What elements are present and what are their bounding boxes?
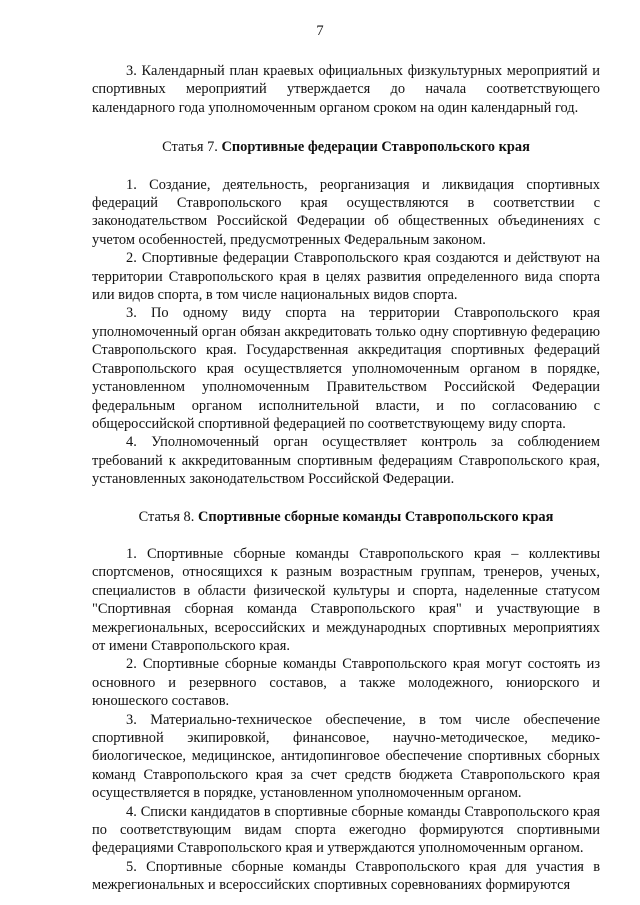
article-7-paragraph-3: 3. По одному виду спорта на территории Ставропольского края уполномоченный орган обязан аккредитовать только одну спортивную федерацию Ставропольского края. Государственная аккредитация спортивных федераций Ставропольского края осуществляется уполномоченным органом в порядке, установленном уполномоченным Правительством Российской Федерации федеральным органом исполнительной власти, и по согласованию с общероссийской спортивной федерацией по соответствующему виду спорта. xyxy=(92,305,600,432)
article-7-title: Спортивные федерации Ставропольского края xyxy=(221,139,530,156)
spacer xyxy=(92,526,600,545)
article-8-paragraph-2: 2. Спортивные сборные команды Ставропольского края могут состоять из основного и резервного составов, а также молодежного, юниорского и юношеского составов. xyxy=(92,656,600,710)
article-7-heading xyxy=(92,138,600,156)
article-8-title: Спортивные сборные команды Ставропольского края xyxy=(197,508,554,525)
article-8-paragraph-3: 3. Материально-техническое обеспечение, в том числе обеспечение спортивной экипировкой, финансовое, научно-методическое, медико-биологическое, медицинское, антидопинговое обеспечение спортивных сборных команд Ставропольского края за счет средств бюджета Ставропольского края осуществляется в порядке, установленном уполномоченным органом. xyxy=(92,711,600,802)
spacer xyxy=(92,157,600,176)
article-8-paragraph-5: 5. Спортивные сборные команды Ставропольского края для участия в межрегиональных и всероссийских спортивных соревнованиях формируются xyxy=(92,858,600,894)
spacer xyxy=(92,117,600,138)
paragraph-intro-3: 3. Календарный план краевых официальных физкультурных мероприятий и спортивных мероприятий утверждается до начала соответствующего календарного года уполномоченным органом сроком на один календарный год. xyxy=(92,63,600,116)
page-number: 7 xyxy=(316,23,324,39)
article-8-paragraph-1: 1. Спортивные сборные команды Ставропольского края – коллективы спортсменов, относящихся к разным возрастным группам, тренеров, ученых, специалистов в области физической культуры и спорта, наделенные статусом "Спортивная сборная команда Ставропольского края" и участвующие в межрегиональных, всероссийских и международных спортивных мероприятиях от имени Ставропольского края. xyxy=(92,545,600,654)
document-body xyxy=(92,62,600,895)
article-7-paragraph-4: 4. Уполномоченный орган осуществляет контроль за соблюдением требований к аккредитованным спортивным федерациям Ставропольского края, установленных законодательством Российской Федерации. xyxy=(92,434,600,488)
article-8-paragraph-4: 4. Списки кандидатов в спортивные сборные команды Ставропольского края по соответствующим видам спорта ежегодно формируются спортивными федерациями Ставропольского края и утверждаются уполномоченным органом. xyxy=(92,803,600,857)
article-7-paragraph-1: 1. Создание, деятельность, реорганизация и ликвидация спортивных федераций Ставропольского края осуществляются в соответствии с законодательством Российской Федерации об общественных объединениях с учетом особенностей, предусмотренных Федеральным законом. xyxy=(92,176,600,248)
article-7-paragraph-2: 2. Спортивные федерации Ставропольского края создаются и действуют на территории Ставропольского края в целях развития определенного вида спорта или видов спорта, в том числе национальных видов спорта. xyxy=(92,250,600,304)
article-7-number: Статья 7. xyxy=(162,139,218,156)
article-8-number: Статья 8. xyxy=(138,508,195,525)
article-8-heading xyxy=(92,508,600,526)
spacer xyxy=(92,489,600,508)
